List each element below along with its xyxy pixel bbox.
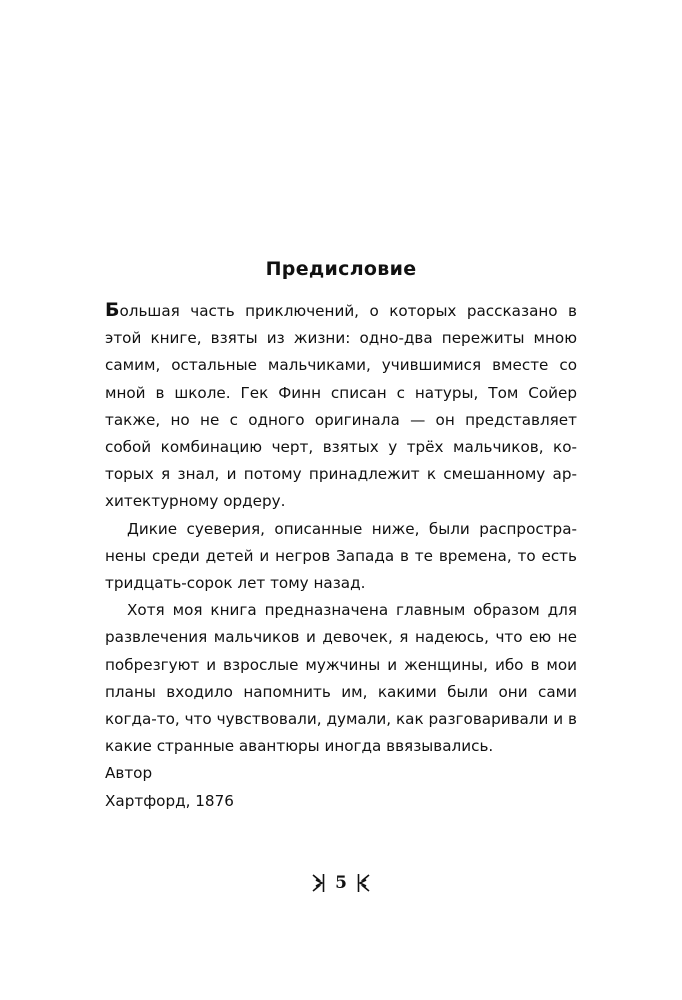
page-footer	[0, 873, 682, 893]
drop-cap: Б	[105, 299, 120, 321]
paragraph-1	[105, 297, 577, 516]
signature-place-date: Хартфорд, 1876	[105, 791, 234, 810]
paragraph-2: Дикие суеверия, описанные ниже, были распространены среди детей и негров Запада в те времена, то есть тридцать-сорок лет тому назад.	[105, 519, 577, 593]
page-number: 5	[335, 873, 347, 893]
body-text	[105, 297, 577, 815]
signature-author: Автор	[105, 764, 153, 783]
paragraph-3: Хотя моя книга предназначена главным образом для развлечения мальчиков и девочек, я надеюсь, что ею не побрезгуют и взрослые мужчины и женщины, ибо в мои планы входило напомнить им, какими были они сами когда-то, что чувствовали, думали, как разговаривали и в какие странные авантюры иногда ввязывались.	[105, 601, 577, 756]
paragraph-1-text: ольшая часть приключений, о которых рассказано в этой книге, взяты из жизни: одно-два пережиты мною самим, остальные мальчиками, учившимися вместе со мной в школе. Гек Финн списан с натуры, Том Сойер также, но не с одного оригинала — он представляет собой комбинацию черт, взятых у трёх мальчиков, которых я знал, и потому принадлежит к смешанному архитектурному ордеру.	[105, 302, 577, 511]
ornament-bracket-right-icon	[357, 873, 371, 893]
page-title: Предисловие	[265, 258, 417, 280]
ornament-bracket-left-icon	[311, 873, 325, 893]
